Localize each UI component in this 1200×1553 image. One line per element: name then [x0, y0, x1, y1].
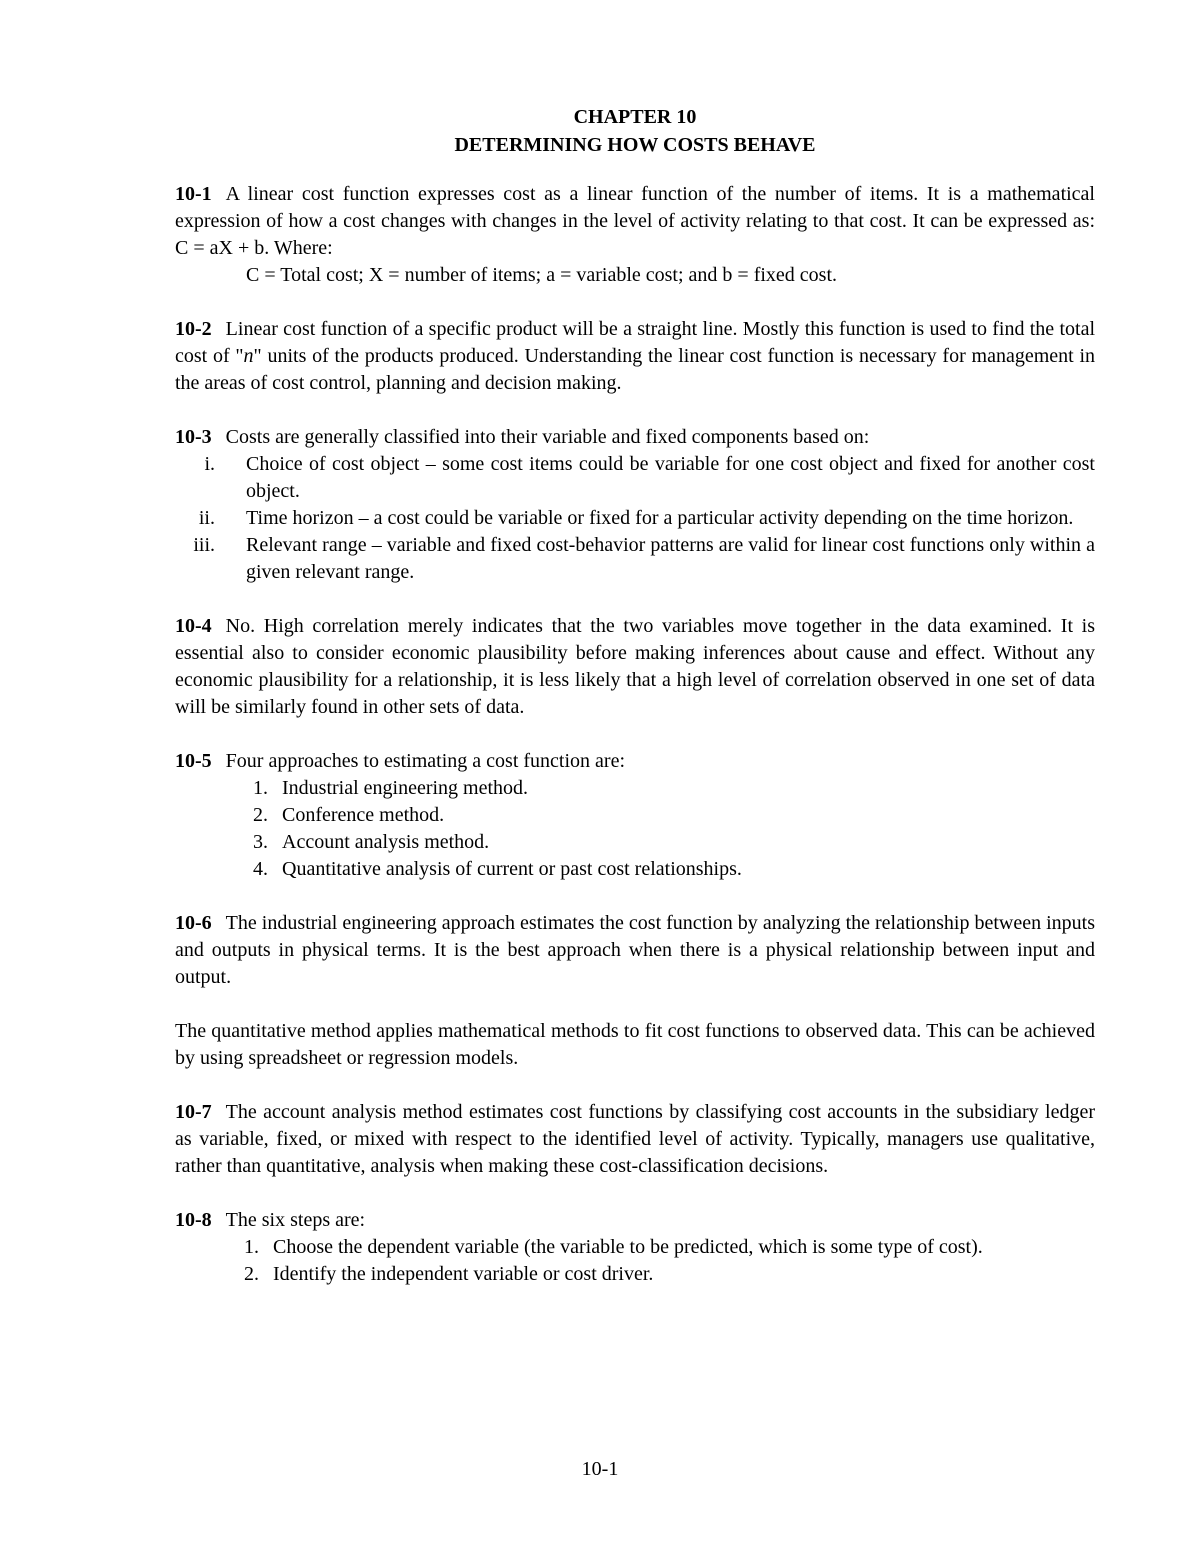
list-marker: ii.: [198, 507, 215, 529]
variable-n: n: [243, 345, 254, 367]
chapter-title: DETERMINING HOW COSTS BEHAVE: [454, 134, 816, 156]
question-number: 10-2: [175, 318, 212, 340]
answer-10-7: [175, 1099, 1095, 1180]
answer-text: Four approaches to estimating a cost function are:: [225, 750, 625, 772]
answer-10-3: [175, 424, 1095, 586]
answer-10-6: [175, 910, 1095, 991]
list-item-text: Relevant range – variable and fixed cost-behavior patterns are valid for linear cost functions only within a given relevant range.: [246, 534, 1095, 583]
answer-10-2: [175, 316, 1095, 397]
answer-text-part2: " units of the products produced. Understanding the linear cost function is necessary for management in the areas of cost control, planning and decision making.: [175, 345, 1095, 394]
list-marker: 2.: [244, 1263, 259, 1285]
numbered-list: [175, 1234, 1095, 1288]
list-item: [175, 1261, 1095, 1288]
list-item: [175, 1234, 1095, 1261]
numbered-list: [175, 775, 1095, 883]
question-number: 10-5: [175, 750, 212, 772]
list-item-text: Quantitative analysis of current or past cost relationships.: [282, 858, 742, 880]
list-item-text: Conference method.: [282, 804, 445, 826]
list-marker: 1.: [244, 1236, 259, 1258]
answer-text-part1: Linear cost function of a specific product will be a straight line. Mostly this function is used to find the total cost of ": [175, 318, 1095, 367]
list-item-text: Choose the dependent variable (the variable to be predicted, which is some type of cost).: [273, 1236, 983, 1258]
answer-text: A linear cost function expresses cost as a linear function of the number of items. It is a mathematical expression of how a cost changes with changes in the level of activity relating to that cost. It can be expressed as: C = aX + b. Where:: [175, 183, 1095, 259]
question-number: 10-1: [175, 183, 212, 205]
list-item: [175, 451, 1095, 505]
formula-line: C = Total cost; X = number of items; a = variable cost; and b = fixed cost.: [246, 264, 838, 286]
list-marker: 3.: [253, 831, 268, 853]
question-number: 10-6: [175, 912, 212, 934]
list-marker: 2.: [253, 804, 268, 826]
roman-list: [175, 451, 1095, 586]
document-page: [175, 103, 1095, 1315]
list-item: [175, 505, 1095, 532]
list-item: [175, 802, 1095, 829]
list-marker: i.: [204, 453, 215, 475]
answer-10-4: [175, 613, 1095, 721]
answer-text: The six steps are:: [225, 1209, 366, 1231]
list-item-text: Account analysis method.: [282, 831, 490, 853]
answer-text: The account analysis method estimates cost functions by classifying cost accounts in the subsidiary ledger as variable, fixed, or mixed with respect to the identified level of activity. Typically, managers use qualitative, rather than quantitative, analysis when making these cost-classification decisions.: [175, 1101, 1095, 1177]
list-item: [175, 856, 1095, 883]
answer-10-8: [175, 1207, 1095, 1288]
answer-text: No. High correlation merely indicates that the two variables move together in the data examined. It is essential also to consider economic plausibility before making inferences about cause and effect. Without any economic plausibility for a relationship, it is less likely that a high level of correlation observed in one set of data will be similarly found in other sets of data.: [175, 615, 1095, 718]
list-marker: iii.: [193, 534, 215, 556]
list-item: [175, 829, 1095, 856]
list-marker: 4.: [253, 858, 268, 880]
list-item-text: Time horizon – a cost could be variable or fixed for a particular activity depending on the time horizon.: [246, 507, 1074, 529]
answer-10-5: [175, 748, 1095, 883]
chapter-heading: CHAPTER 10: [573, 106, 697, 128]
list-item-text: Choice of cost object – some cost items could be variable for one cost object and fixed for another cost object.: [246, 453, 1095, 502]
answer-text: Costs are generally classified into their variable and fixed components based on:: [225, 426, 870, 448]
answer-10-1: [175, 181, 1095, 289]
question-number: 10-7: [175, 1101, 212, 1123]
list-marker: 1.: [253, 777, 268, 799]
list-item: [175, 532, 1095, 586]
answer-10-6-continued: The quantitative method applies mathematical methods to fit cost functions to observed data. This can be achieved by using spreadsheet or regression models.: [175, 1020, 1095, 1069]
answer-text: The industrial engineering approach estimates the cost function by analyzing the relationship between inputs and outputs in physical terms. It is the best approach when there is a physical relationship between input and output.: [175, 912, 1095, 988]
question-number: 10-8: [175, 1209, 212, 1231]
question-number: 10-4: [175, 615, 212, 637]
page-number: 10-1: [581, 1458, 619, 1480]
list-item: [175, 775, 1095, 802]
list-item-text: Identify the independent variable or cost driver.: [273, 1263, 654, 1285]
list-item-text: Industrial engineering method.: [282, 777, 529, 799]
question-number: 10-3: [175, 426, 212, 448]
